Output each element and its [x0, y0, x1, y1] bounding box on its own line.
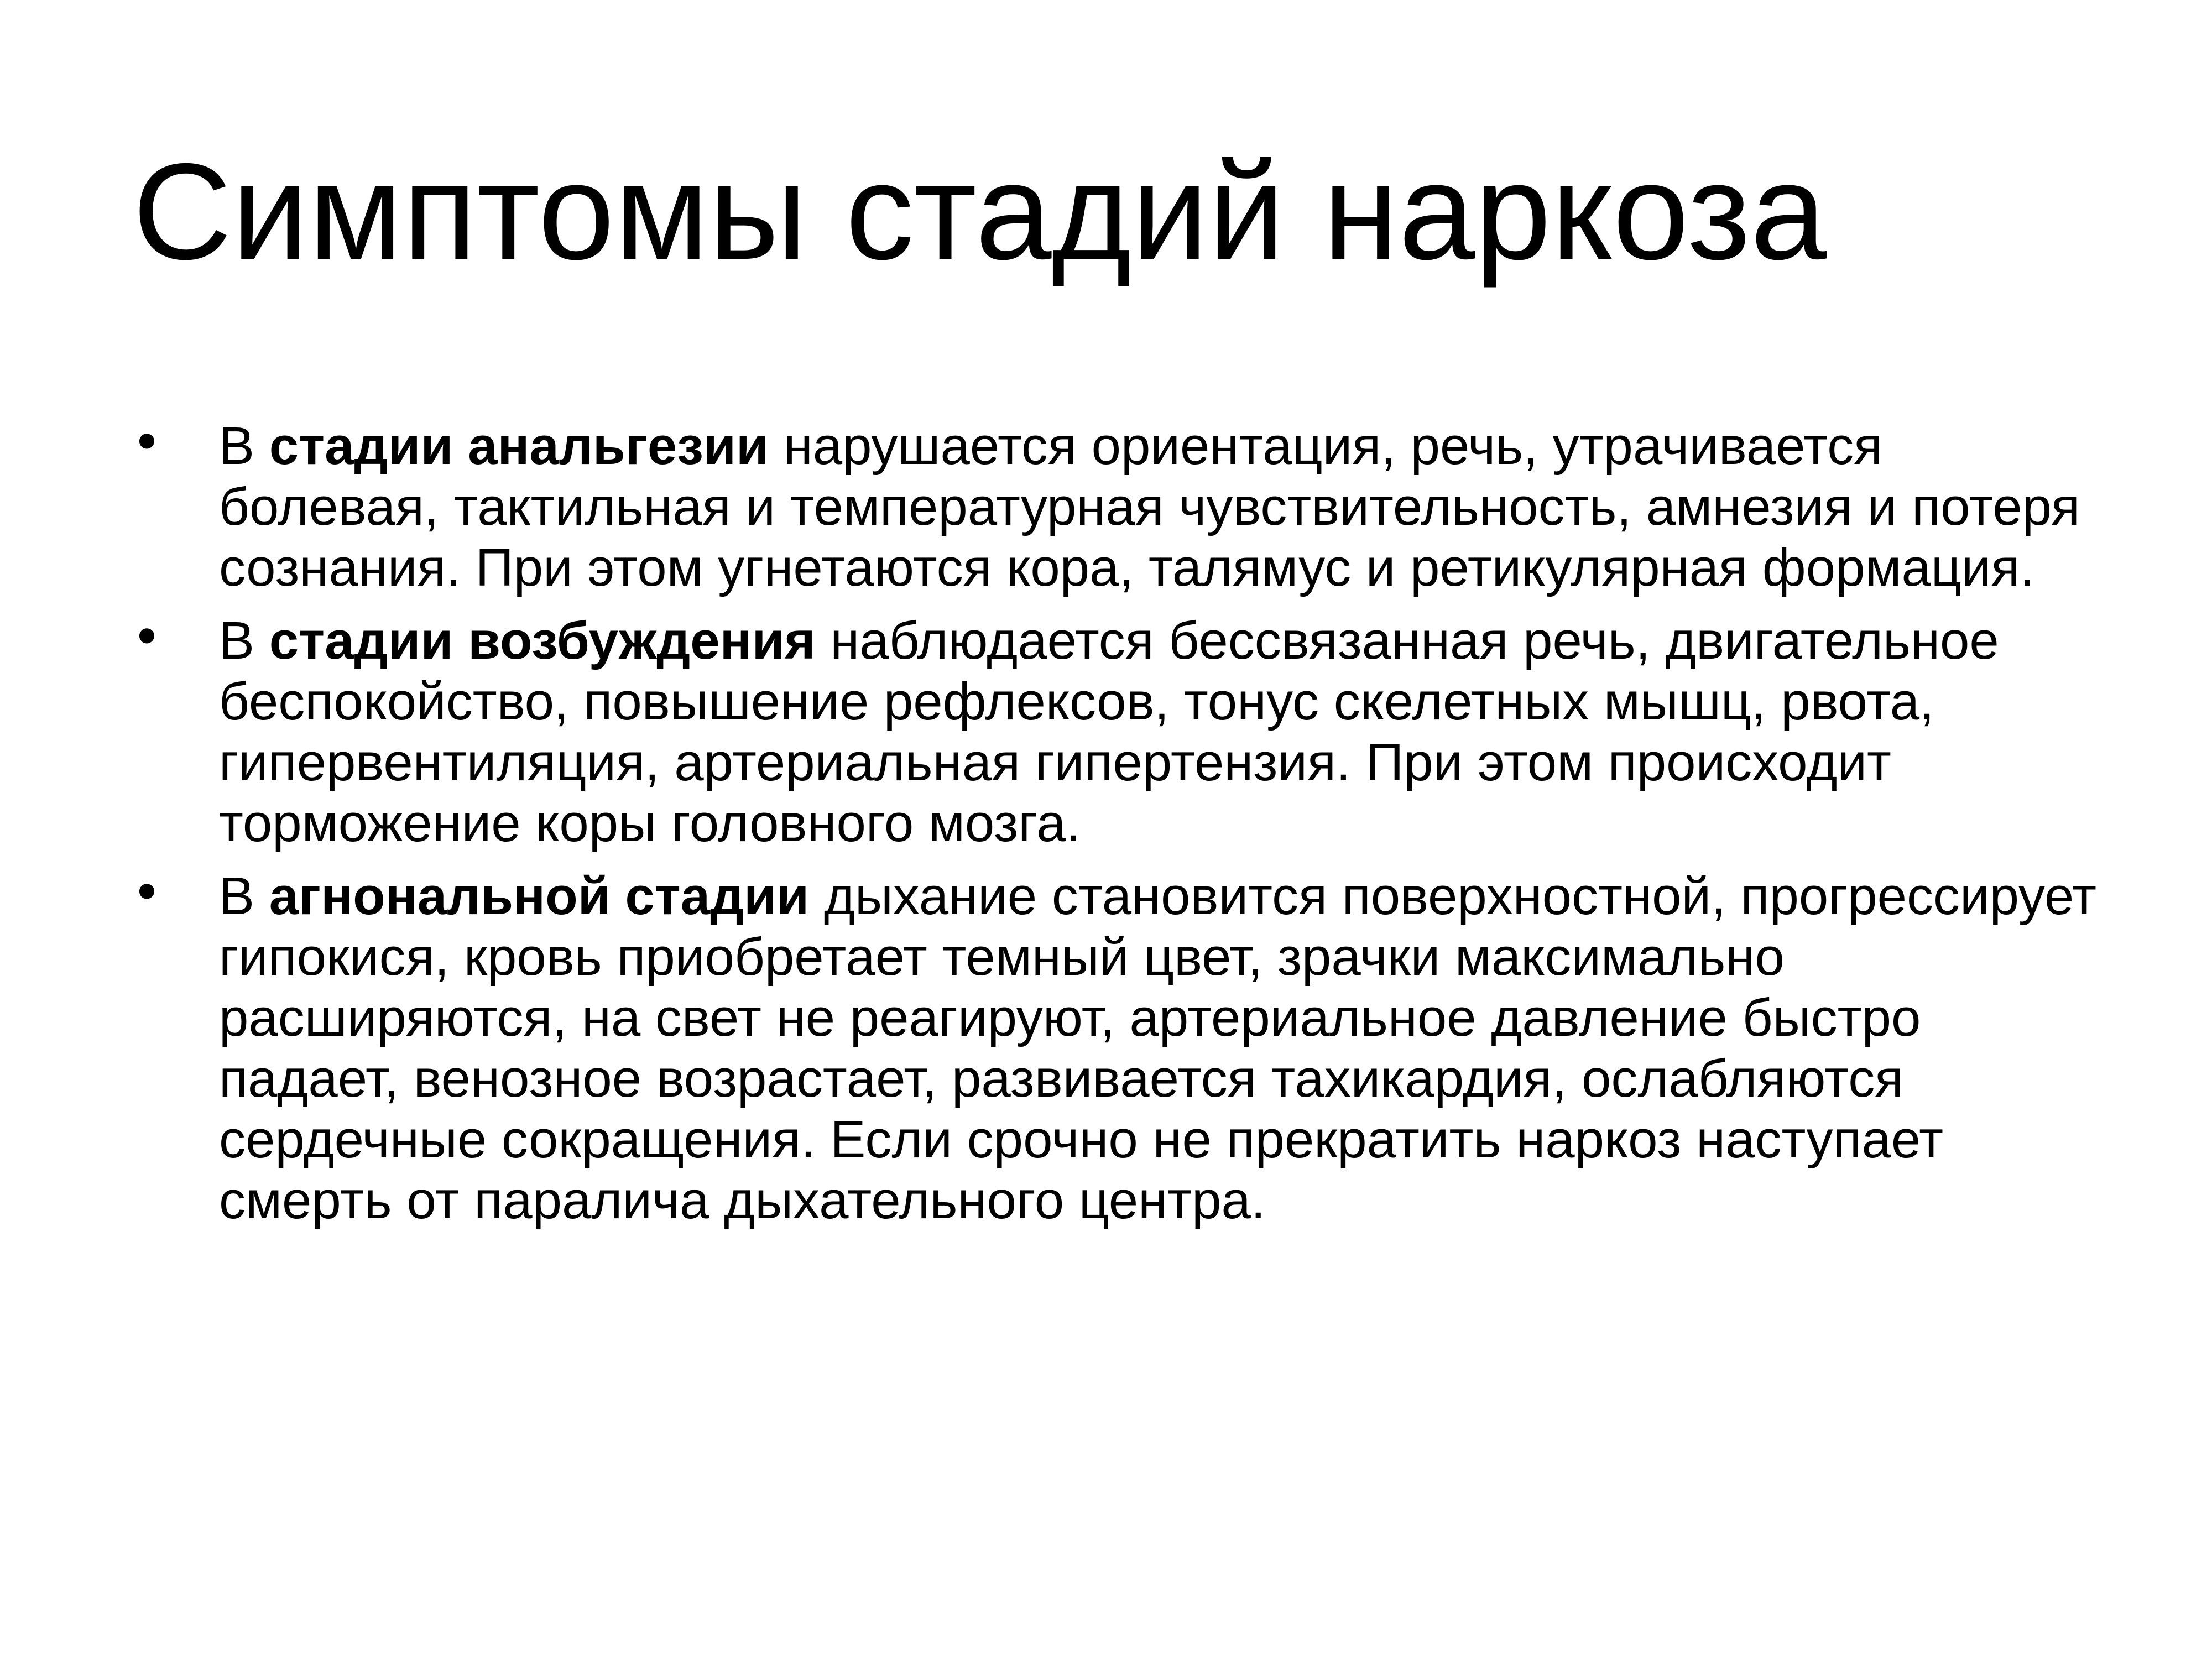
bullet-dot-icon: • — [137, 410, 157, 472]
bullet-item-analgesia — [133, 410, 2101, 598]
bullet-lead: В — [219, 611, 269, 670]
bullet-text: дыхание становится поверхностной, прогрессирует гипокися, кровь приобретает темный цвет, зрачки максимально расширяются, на свет не реагируют, артериальное давление быстро падает, венозное возрастает, развивается тахикардия, ослабляются сердечные сокращения. Если срочно не прекратить наркоз наступает смерть от паралича дыхательного центра. — [219, 867, 2097, 1230]
bullet-item-agonal — [133, 860, 2101, 1231]
bullet-dot-icon: • — [137, 604, 157, 666]
bullet-term: стадии анальгезии — [269, 416, 769, 476]
bullet-term: агнональной стадии — [269, 867, 810, 926]
bullet-list — [133, 410, 2101, 1243]
bullet-text: наблюдается бессвязанная речь, двигательное беспокойство, повышение рефлексов, тонус скелетных мышц, рвота, гипервентиляция, артериальная гипертензия. При этом происходит торможение коры головного мозга. — [219, 611, 1999, 853]
bullet-lead: В — [219, 416, 269, 476]
bullet-text: нарушается ориентация, речь, утрачивается болевая, тактильная и температурная чувствительность, амнезия и потеря сознания. При этом угнетаются кора, талямус и ретикулярная формация. — [219, 416, 2080, 597]
slide-title: Симптомы стадий наркоза — [133, 134, 1827, 288]
bullet-lead: В — [219, 867, 269, 926]
bullet-term: стадии возбуждения — [269, 611, 816, 670]
bullet-item-excitation — [133, 604, 2101, 854]
bullet-dot-icon: • — [137, 860, 157, 922]
